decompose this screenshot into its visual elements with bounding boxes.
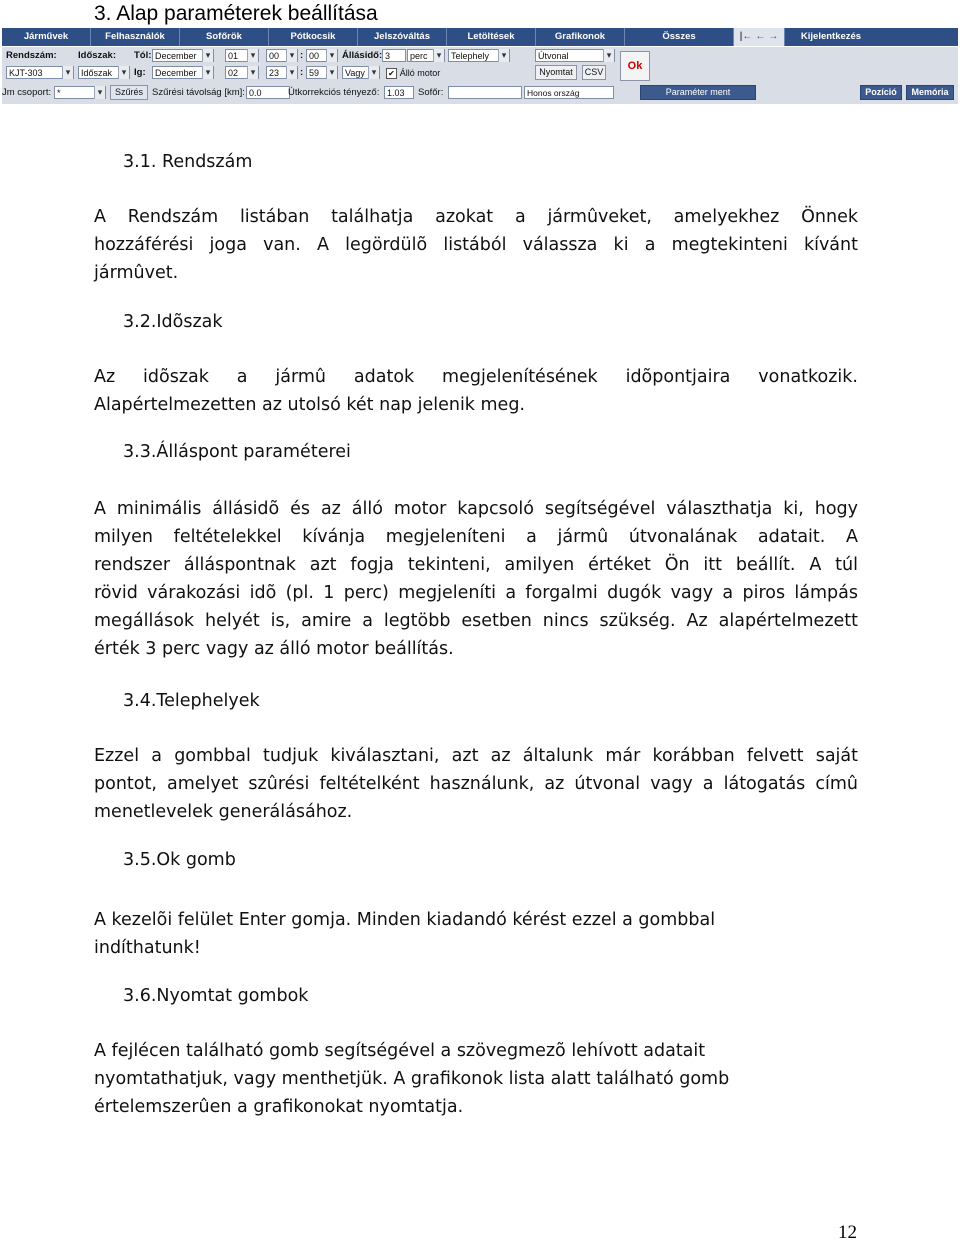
filter-form <box>2 47 958 104</box>
paragraph-line: Ezzel a gombbal tudjuk kiválasztani, azt az általunk már korábban felvett saját <box>94 746 858 766</box>
honos-orszag-field[interactable]: Honos ország <box>524 86 614 99</box>
paragraph-line: menetlevelek generálásához. <box>94 802 353 822</box>
paragraph-line: A minimális állásidõ és az álló motor kapcsoló segítségével választhatja ki, hogy <box>94 499 858 519</box>
allasido-input[interactable]: 3 <box>382 49 406 62</box>
app-toolbar-screenshot <box>2 28 958 104</box>
utkorrekcio-label: Útkorrekciós tényező: <box>288 87 380 98</box>
allasido-unit-select[interactable]: perc ▾ <box>407 49 445 62</box>
csv-button[interactable]: CSV <box>582 65 606 80</box>
ig-label: Ig: <box>134 67 146 78</box>
tol-day-select[interactable]: 01 ▾ <box>225 49 259 62</box>
nav-arrows <box>734 28 785 46</box>
rendszam-select[interactable]: KJT-303 ▾ <box>6 66 74 79</box>
rendszam-label: Rendszám: <box>6 50 57 61</box>
heading-nyomtat-gombok: 3.6.Nyomtat gombok <box>123 986 309 1006</box>
paragraph-line: rendszer álláspontnak azt fogja tekinteni, amilyen értéket Ön itt beállít. A túl <box>94 555 858 575</box>
forward-icon[interactable]: → <box>768 31 779 42</box>
memoria-button[interactable]: Memória <box>906 85 954 100</box>
time-colon: : <box>300 50 304 61</box>
heading-idoszak: 3.2.Idõszak <box>123 312 223 332</box>
page-number: 12 <box>838 1222 857 1243</box>
ig-month-select[interactable]: December ▾ <box>152 66 214 79</box>
jm-csoport-select[interactable]: * ▾ <box>54 86 106 99</box>
sofor-label: Sofőr: <box>418 87 444 98</box>
first-icon[interactable]: |← <box>739 31 753 42</box>
ig-hour-select[interactable]: 23 ▾ <box>266 66 298 79</box>
ig-day-select[interactable]: 02 ▾ <box>225 66 259 79</box>
paragraph-line: hozzáférési joga van. A legördülõ listából válassza ki a megtekinteni kívánt <box>94 235 858 255</box>
szuresi-tav-label: Szűrési távolság [km]: <box>152 87 245 98</box>
szuresi-tav-input[interactable]: 0.0 <box>246 86 290 99</box>
ig-min-select[interactable]: 59 ▾ <box>306 66 338 79</box>
heading-allaspont: 3.3.Álláspont paraméterei <box>123 442 351 462</box>
paragraph-line: értelemszerûen a grafikonokat nyomtatja. <box>94 1097 464 1117</box>
telephely-select[interactable]: Telephely ▾ <box>448 49 510 62</box>
main-nav <box>2 28 958 46</box>
jm-csoport-label: Jm csoport: <box>2 87 52 98</box>
ok-button[interactable]: Ok <box>620 51 650 81</box>
idoszak-label: Időszak: <box>78 50 117 61</box>
paragraph-line: Alapértelmezetten az utolsó két nap jelenik meg. <box>94 395 525 415</box>
paragraph-line: A fejlécen található gomb segítségével a szövegmezõ lehívott adatait <box>94 1041 706 1061</box>
tol-month-select[interactable]: December ▾ <box>152 49 214 62</box>
nav-potkocsik[interactable]: Pótkocsik <box>269 28 358 46</box>
allo-motor-label: Álló motor <box>399 68 441 78</box>
tol-min-select[interactable]: 00 ▾ <box>306 49 338 62</box>
nav-osszes[interactable]: Összes <box>625 28 734 46</box>
back-icon[interactable]: ← <box>755 31 766 42</box>
paragraph-line: nyomtathatjuk, vagy menthetjük. A grafikonok lista alatt található gomb <box>94 1069 730 1089</box>
nav-kijelentkezes[interactable]: Kijelentkezés <box>800 31 862 42</box>
sofor-input[interactable] <box>448 86 522 99</box>
paragraph-line: milyen feltételekkel kívánja megjeleníteni a jármû útvonalának adatait. A <box>94 527 858 547</box>
heading-ok-gomb: 3.5.Ok gomb <box>123 850 236 870</box>
parameter-ment-button[interactable]: Paraméter ment <box>640 85 756 100</box>
tol-label: Tól: <box>134 50 152 61</box>
nav-soforok[interactable]: Sofőrök <box>180 28 269 46</box>
paragraph-line: Az idõszak a jármû adatok megjelenítésének idõpontjaira vonatkozik. <box>94 367 858 387</box>
allasido-label: Állásidő: <box>342 50 383 61</box>
nav-jarmuvek[interactable]: Járművek <box>2 28 91 46</box>
time-colon-2: : <box>300 67 304 78</box>
nav-grafikonok[interactable]: Grafikonok <box>536 28 625 46</box>
paragraph-line: megállások helyét is, amire a legtöbb esetben nincs szükség. Az alapértelmezett <box>94 611 858 631</box>
szures-button[interactable]: Szűrés <box>110 85 148 100</box>
paragraph-line: érték 3 perc vagy az álló motor beállítás. <box>94 639 454 659</box>
paragraph-line: A Rendszám listában találhatja azokat a jármûveket, amelyekhez Önnek <box>94 207 858 227</box>
paragraph-line: pontot, amelyet szûrési feltételként használunk, az útvonal vagy a látogatás címû <box>94 774 858 794</box>
heading-rendszam: 3.1. Rendszám <box>123 152 253 172</box>
check-icon[interactable]: ✔ <box>386 68 397 79</box>
paragraph-line: indíthatunk! <box>94 938 201 958</box>
pozicio-button[interactable]: Pozíció <box>860 85 902 100</box>
utkorrekcio-input[interactable]: 1.03 <box>384 86 414 99</box>
nyomtat-button[interactable]: Nyomtat <box>535 65 577 80</box>
page-title: 3. Alap paraméterek beállítása <box>94 2 378 25</box>
nav-jelszovaltas[interactable]: Jelszóváltás <box>358 28 447 46</box>
allo-motor-checkbox[interactable] <box>386 66 440 81</box>
tol-hour-select[interactable]: 00 ▾ <box>266 49 298 62</box>
paragraph-line: jármûvet. <box>94 263 179 283</box>
heading-telephelyek: 3.4.Telephelyek <box>123 691 260 711</box>
paragraph-line: rövid várakozási idõ (pl. 1 perc) megjeleníti a forgalmi dugók vagy a piros lámpás <box>94 583 858 603</box>
vagy-select[interactable]: Vagy ▾ <box>342 66 380 79</box>
paragraph-line: A kezelõi felület Enter gomja. Minden kiadandó kérést ezzel a gombbal <box>94 910 716 930</box>
idoszak-select[interactable]: Időszak ▾ <box>78 66 130 79</box>
nav-felhasznalok[interactable]: Felhasználók <box>91 28 180 46</box>
nav-letoltesek[interactable]: Letöltések <box>447 28 536 46</box>
utvonal-select[interactable]: Útvonal ▾ <box>535 49 615 62</box>
